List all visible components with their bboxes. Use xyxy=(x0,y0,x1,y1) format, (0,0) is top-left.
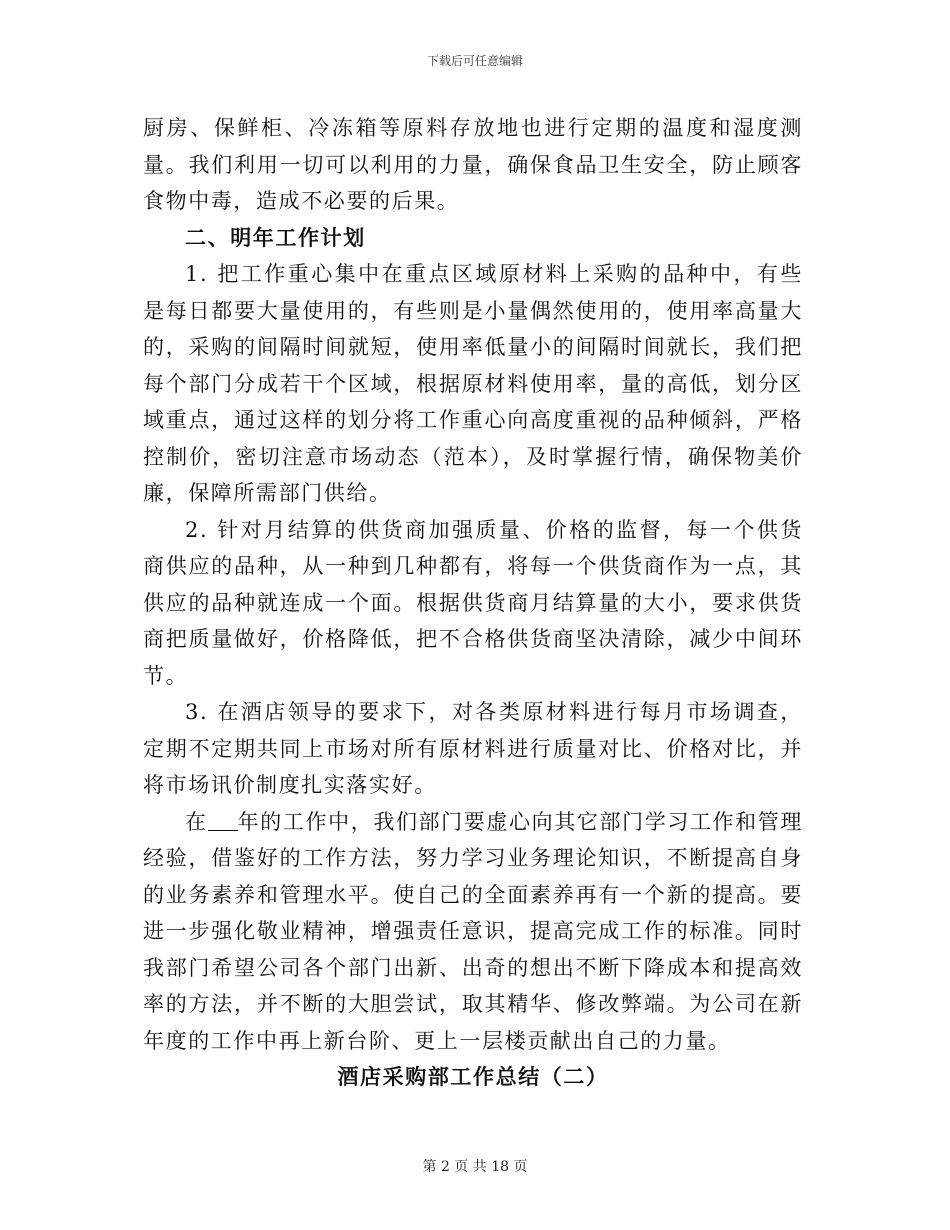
closing-prefix: 在 xyxy=(185,809,208,834)
section-heading: 二、明年工作计划 xyxy=(185,224,366,250)
paragraph-continuation: 厨房、保鲜柜、冷冻箱等原料存放地也进行定期的温度和湿度测量。我们利用一切可以利用的力量，确保食品卫生安全，防止顾客食物中毒，造成不必要的后果。 xyxy=(143,116,803,213)
closing-text: 年的工作中，我们部门要虚心向其它部门学习工作和管理经验，借鉴好的工作方法，努力学习业务理论知识，不断提高自身的业务素养和管理水平。使自己的全面素养再有一个新的提高。要进一步强化敬业精神，增强责任意识，提高完成工作的标准。同时我部门希望公司各个部门出新、出奇的想出不断下降成本和提高效率的方法，并不断的大胆尝试，取其精华、修改弊端。为公司在新年度的工作中再上新台阶、更上一层楼贡献出自己的力量。 xyxy=(143,809,803,1053)
next-document-title: 酒店采购部工作总结（二） xyxy=(337,1064,609,1089)
closing-paragraph xyxy=(143,804,803,1060)
document-body xyxy=(143,110,803,1096)
year-blank xyxy=(208,812,238,831)
plan-item-2: 2. 针对月结算的供货商加强质量、价格的监督，每一个供货商供应的品种，从一种到几种都有，将每一个供货商作为一点，其供应的品种就连成一个面。根据供货商月结算量的大小，要求供货商把质量做好，价格降低，把不合格供货商坚决清除，减少中间环节。 xyxy=(143,517,803,688)
page-header-note: 下载后可任意编辑 xyxy=(426,54,523,68)
page-footer: 第 2 页 共 18 页 xyxy=(422,1159,528,1175)
plan-item-3: 3. 在酒店领导的要求下，对各类原材料进行每月市场调查，定期不定期共同上市场对所有原材料进行质量对比、价格对比，并将市场讯价制度扎实落实好。 xyxy=(143,700,803,797)
plan-item-1: 1. 把工作重心集中在重点区域原材料上采购的品种中，有些是每日都要大量使用的，有些则是小量偶然使用的，使用率高量大的，采购的间隔时间就短，使用率低量小的间隔时间就长，我们把每个部门分成若干个区域，根据原材料使用率，量的高低，划分区域重点，通过这样的划分将工作重心向高度重视的品种倾斜，严格控制价，密切注意市场动态（范本），及时掌握行情，确保物美价廉，保障所需部门供给。 xyxy=(143,262,803,505)
